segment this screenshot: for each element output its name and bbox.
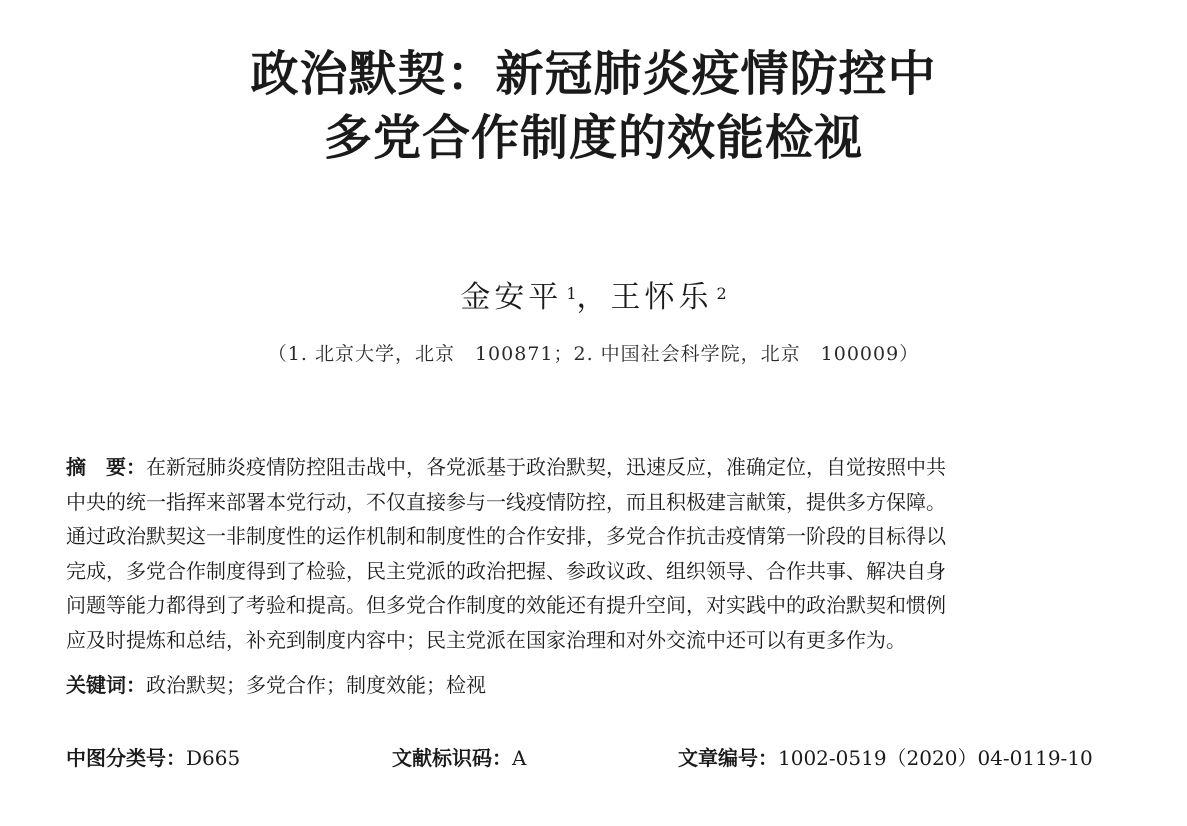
paper-title-line-1: 政治默契：新冠肺炎疫情防控中 [250,46,937,102]
abstract-line: 问题等能力都得到了考验和提高。但多党合作制度的效能还有提升空间，对实践中的政治默契和惯例 [66,593,946,617]
abstract-line: 中央的统一指挥来部署本党行动，不仅直接参与一线疫情防控，而且积极建言献策，提供多方保障。 [66,489,946,514]
abstract-line [66,450,1112,485]
abstract-label: 摘 要： [66,455,146,479]
abstract-line: 应及时提炼和总结，补充到制度内容中；民主党派在国家治理和对外交流中还可以有更多作为。 [66,627,906,652]
document-code [392,742,526,774]
clc-number [66,742,240,774]
author-name: 王怀乐 [610,280,713,315]
author-list [0,278,1187,318]
keywords-label: 关键词： [66,673,146,697]
keywords [66,668,1112,702]
document-code-label: 文献标识码： [392,746,512,770]
author-affiliation-marker: 2 [716,284,727,303]
author-separator: ， [576,280,611,315]
clc-value: D665 [186,746,241,770]
clc-label: 中图分类号： [66,746,186,770]
abstract-line: 完成，多党合作制度得到了检验，民主党派的政治把握、参政议政、组织领导、合作共事、解决自身 [66,558,946,583]
abstract-text: 在新冠肺炎疫情防控阻击战中，各党派基于政治默契，迅速反应，准确定位，自觉按照中共 [146,455,946,479]
abstract-line: 通过政治默契这一非制度性的运作机制和制度性的合作安排，多党合作抗击疫情第一阶段的目标得以 [66,524,946,548]
keywords-text: 政治默契；多党合作；制度效能；检视 [146,673,486,697]
paper-title-line-2: 多党合作制度的效能检视 [323,110,863,166]
author-name: 金安平 [460,280,563,315]
abstract [66,450,1112,657]
document-code-value: A [512,746,527,770]
article-number-value: 1002-0519（2020）04-0119-10 [778,746,1093,770]
article-number-label: 文章编号： [678,746,778,770]
article-number [678,742,1093,774]
author-affiliation-marker: 1 [566,284,577,303]
author-affiliations: （1. 北京大学，北京 100871；2. 中国社会科学院，北京 100009） [267,343,920,365]
